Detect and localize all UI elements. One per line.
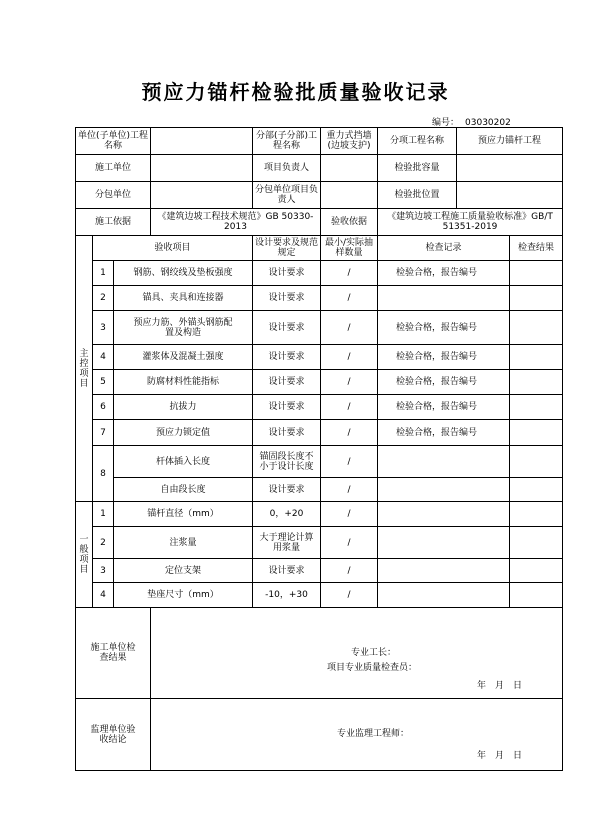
table-row [76, 559, 563, 583]
engineer-label: 专业监理工程师： [337, 729, 410, 739]
item-no: 4 [93, 345, 114, 370]
item-requirement: 设计要求 [253, 370, 321, 395]
item-no: 5 [93, 370, 114, 395]
item-record[interactable] [378, 583, 510, 608]
unit-project-label: 单位(子单位)工程名称 [76, 128, 151, 155]
item-no: 2 [93, 286, 114, 311]
item-sample[interactable]: / [321, 370, 378, 395]
table-row [76, 583, 563, 608]
item-name: 预应力筋、外锚头钢筋配置及构造 [114, 311, 253, 345]
record-number-label: 编号： [432, 118, 460, 128]
column-header-row [76, 236, 563, 261]
batch-capacity-label: 检验批容量 [378, 155, 457, 182]
inspector-label: 项目专业质量检查员： [327, 663, 418, 673]
table-row [76, 370, 563, 395]
item-name: 锚具、夹具和连接器 [114, 286, 253, 311]
item-requirement: 设计要求 [253, 311, 321, 345]
col-item: 验收项目 [93, 236, 253, 261]
main-group-label [76, 236, 93, 502]
item-result[interactable] [510, 395, 563, 420]
item-result[interactable] [510, 478, 563, 502]
item-requirement: 大于理论计算用浆量 [253, 527, 321, 559]
item-sample[interactable]: / [321, 478, 378, 502]
sub-project-value[interactable]: 重力式挡墙(边坡支护) [321, 128, 378, 155]
project-manager-value[interactable] [321, 155, 378, 182]
item-record[interactable] [378, 478, 510, 502]
item-sample[interactable]: / [321, 286, 378, 311]
item-name: 防腐材料性能指标 [114, 370, 253, 395]
item-result[interactable] [510, 370, 563, 395]
item-requirement: 设计要求 [253, 286, 321, 311]
item-result[interactable] [510, 420, 563, 446]
col-record: 检查记录 [378, 236, 510, 261]
item-record[interactable] [378, 527, 510, 559]
item-name: 注浆量 [114, 527, 253, 559]
general-group-label [76, 502, 93, 608]
item-no: 3 [93, 559, 114, 583]
item-record[interactable] [378, 559, 510, 583]
item-name: 钢筋、钢绞线及垫板强度 [114, 261, 253, 286]
item-sample[interactable]: / [321, 395, 378, 420]
item-result[interactable] [510, 559, 563, 583]
record-number-value: 03030202 [465, 118, 511, 128]
item-requirement: 设计要求 [253, 345, 321, 370]
acceptance-basis-value: 《建筑边坡工程施工质量验收标准》GB/T 51351-2019 [378, 209, 563, 236]
col-result: 检查结果 [510, 236, 563, 261]
item-no: 6 [93, 395, 114, 420]
subcontract-manager-label: 分包单位项目负责人 [253, 182, 321, 209]
item-record[interactable] [378, 502, 510, 527]
item-name: 垫座尺寸（mm） [114, 583, 253, 608]
construction-check-label: 施工单位检查结果 [76, 608, 151, 699]
item-name: 抗拔力 [114, 395, 253, 420]
inspection-form [75, 127, 563, 771]
table-row [76, 527, 563, 559]
item-sample[interactable]: / [321, 446, 378, 478]
item-record[interactable] [378, 446, 510, 478]
construction-check-row [76, 608, 563, 699]
item-sample[interactable]: / [321, 311, 378, 345]
header-row-2 [76, 155, 563, 182]
item-name: 灌浆体及混凝土强度 [114, 345, 253, 370]
item-sample[interactable]: / [321, 345, 378, 370]
item-record[interactable] [378, 286, 510, 311]
item-requirement: 设计要求 [253, 559, 321, 583]
item-name: 杆体插入长度 [114, 446, 253, 478]
page-title: 预应力锚杆检验批质量验收记录 [141, 80, 450, 104]
header-row-1 [76, 128, 563, 155]
supervision-date: 年 月 日 [477, 751, 523, 761]
batch-location-value[interactable] [457, 182, 563, 209]
item-requirement: -10，+30 [253, 583, 321, 608]
supervision-label: 监理单位验收结论 [76, 699, 151, 771]
item-no: 8 [93, 446, 114, 502]
table-row [76, 261, 563, 286]
item-record[interactable]: 检验合格，报告编号 [378, 261, 510, 286]
col-requirement: 设计要求及规范规定 [253, 236, 321, 261]
item-record[interactable]: 检验合格，报告编号 [378, 395, 510, 420]
batch-location-label: 检验批位置 [378, 182, 457, 209]
item-name: 自由段长度 [114, 478, 253, 502]
main-group-text: 主控项目 [79, 348, 89, 389]
basis-value: 《建筑边坡工程技术规范》GB 50330-2013 [151, 209, 321, 236]
item-name: 锚杆直径（mm） [114, 502, 253, 527]
item-record[interactable]: 检验合格，报告编号 [378, 345, 510, 370]
item-sample[interactable]: / [321, 502, 378, 527]
project-manager-label: 项目负责人 [253, 155, 321, 182]
table-row [76, 395, 563, 420]
supervision-row [76, 699, 563, 771]
foreman-label: 专业工长： [351, 648, 397, 658]
item-no: 1 [93, 261, 114, 286]
item-sample[interactable]: / [321, 583, 378, 608]
item-result[interactable] [510, 583, 563, 608]
construction-date: 年 月 日 [477, 681, 523, 691]
item-no: 4 [93, 583, 114, 608]
item-requirement: 设计要求 [253, 395, 321, 420]
item-result[interactable] [510, 502, 563, 527]
item-name: 预应力锁定值 [114, 420, 253, 446]
table-row [76, 502, 563, 527]
item-requirement: 设计要求 [253, 261, 321, 286]
header-row-3 [76, 182, 563, 209]
table-row [76, 311, 563, 345]
header-row-4 [76, 209, 563, 236]
item-result[interactable] [510, 345, 563, 370]
item-name: 定位支架 [114, 559, 253, 583]
item-no: 7 [93, 420, 114, 446]
item-sample[interactable]: / [321, 261, 378, 286]
table-row [76, 420, 563, 446]
item-requirement: 0，+20 [253, 502, 321, 527]
item-record[interactable]: 检验合格，报告编号 [378, 420, 510, 446]
general-group-text: 一般项目 [79, 534, 89, 575]
construction-check-content[interactable] [151, 608, 563, 699]
batch-capacity-value[interactable] [457, 155, 563, 182]
item-requirement: 设计要求 [253, 478, 321, 502]
col-sample: 最小/实际抽样数量 [321, 236, 378, 261]
item-project-label: 分项工程名称 [378, 128, 457, 155]
item-no: 2 [93, 527, 114, 559]
subcontract-manager-value[interactable] [321, 182, 378, 209]
subcontract-unit-value[interactable] [151, 182, 253, 209]
item-requirement: 设计要求 [253, 420, 321, 446]
item-project-value[interactable]: 预应力锚杆工程 [457, 128, 563, 155]
acceptance-basis-label: 验收依据 [321, 209, 378, 236]
item-no: 3 [93, 311, 114, 345]
item-result[interactable] [510, 261, 563, 286]
unit-project-value[interactable] [151, 128, 253, 155]
item-sample[interactable]: / [321, 559, 378, 583]
item-result[interactable] [510, 446, 563, 478]
supervision-content[interactable] [151, 699, 563, 771]
item-result[interactable] [510, 527, 563, 559]
basis-label: 施工依据 [76, 209, 151, 236]
construction-unit-label: 施工单位 [76, 155, 151, 182]
item-result[interactable] [510, 311, 563, 345]
subcontract-unit-label: 分包单位 [76, 182, 151, 209]
item-result[interactable] [510, 286, 563, 311]
item-no: 1 [93, 502, 114, 527]
table-row [76, 446, 563, 478]
sub-project-label: 分部(子分部)工程名称 [253, 128, 321, 155]
table-row [76, 345, 563, 370]
table-row [76, 478, 563, 502]
item-record[interactable]: 检验合格，报告编号 [378, 370, 510, 395]
table-row [76, 286, 563, 311]
item-sample[interactable]: / [321, 420, 378, 446]
construction-unit-value[interactable] [151, 155, 253, 182]
item-record[interactable]: 检验合格，报告编号 [378, 311, 510, 345]
item-requirement: 锚固段长度不小于设计长度 [253, 446, 321, 478]
item-sample[interactable]: / [321, 527, 378, 559]
